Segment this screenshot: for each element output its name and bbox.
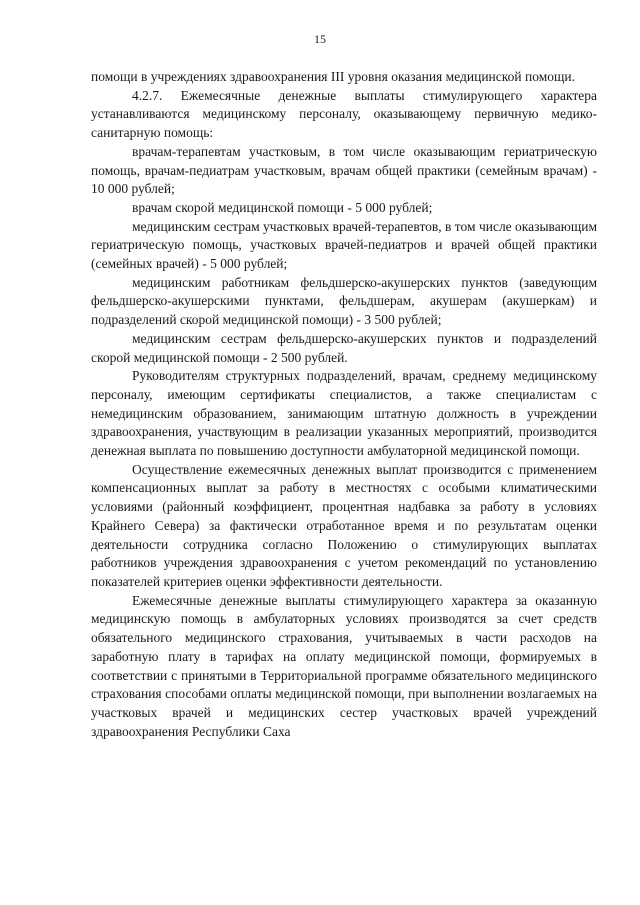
paragraph-feldsher-nurses-payment: медицинским сестрам фельдшерско-акушерских пунктов и подразделений скорой медицинской помощи - 2 500 рублей. [91,330,597,365]
paragraph-therapists-payment: врачам-терапевтам участковым, в том числе оказывающим гериатрическую помощь, врачам-педиатрам участковым, врачам общей практики (семейным врачам) - 10 000 рублей; [91,143,597,197]
paragraph-managers-payment: Руководителям структурных подразделений, врачам, среднему медицинскому персоналу, имеющим сертификаты специалистов, а также специалистам с немедицинским образованием, занимающим штатную должность в учреждении здравоохранения, участвующим в реализации указанных мероприятий, производится денежная выплата по повышению доступности амбулаторной медицинской помощи. [91,368,597,459]
document-body [91,68,597,741]
paragraph-oms-funding: Ежемесячные денежные выплаты стимулирующего характера за оказанную медицинскую помощь в амбулаторных условиях производятся за счет средств обязательного медицинского страхования, учитываемых в части расходов на заработную плату в тарифах на оплату медицинской помощи, формируемых в соответствии с принятыми в Территориальной программе обязательного медицинского страхования способами оплаты медицинской помощи, при выполнении возлагаемых на участковых врачей и медицинских сестер участковых врачей учреждений здравоохранения Республики Саха [91,592,597,739]
paragraph-section-4-2-7: 4.2.7. Ежемесячные денежные выплаты стимулирующего характера устанавливаются медицинскому персоналу, оказывающему первичную медико-санитарную помощь: [91,87,597,141]
paragraph-nurses-payment: медицинским сестрам участковых врачей-терапевтов, в том числе оказывающим гериатрическую помощь, участковых врачей-педиатров и врачей общей практики (семейных врачей) - 5 000 рублей; [91,218,597,272]
paragraph-compensation: Осуществление ежемесячных денежных выплат производится с применением компенсационных выплат за работу в местностях с особыми климатическими условиями (районный коэффициент, процентная надбавка за работу в условиях Крайнего Севера) за фактически отработанное время и по результатам оценки деятельности сотрудника согласно Положению о стимулирующих выплатах работников учреждения здравоохранения с учетом рекомендаций по установлению показателей критериев оценки эффективности деятельности. [91,461,597,589]
page-number: 15 [314,32,326,46]
paragraph-continuation: помощи в учреждениях здравоохранения III уровня оказания медицинской помощи. [91,69,575,84]
paragraph-emergency-doctors-payment: врачам скорой медицинской помощи - 5 000 рублей; [132,199,433,215]
paragraph-feldsher-workers-payment: медицинским работникам фельдшерско-акушерских пунктов (заведующим фельдшерско-акушерскими пунктами, фельдшерам, акушерам (акушеркам) и подразделений скорой медицинской помощи) - 3 500 рублей; [91,274,597,328]
